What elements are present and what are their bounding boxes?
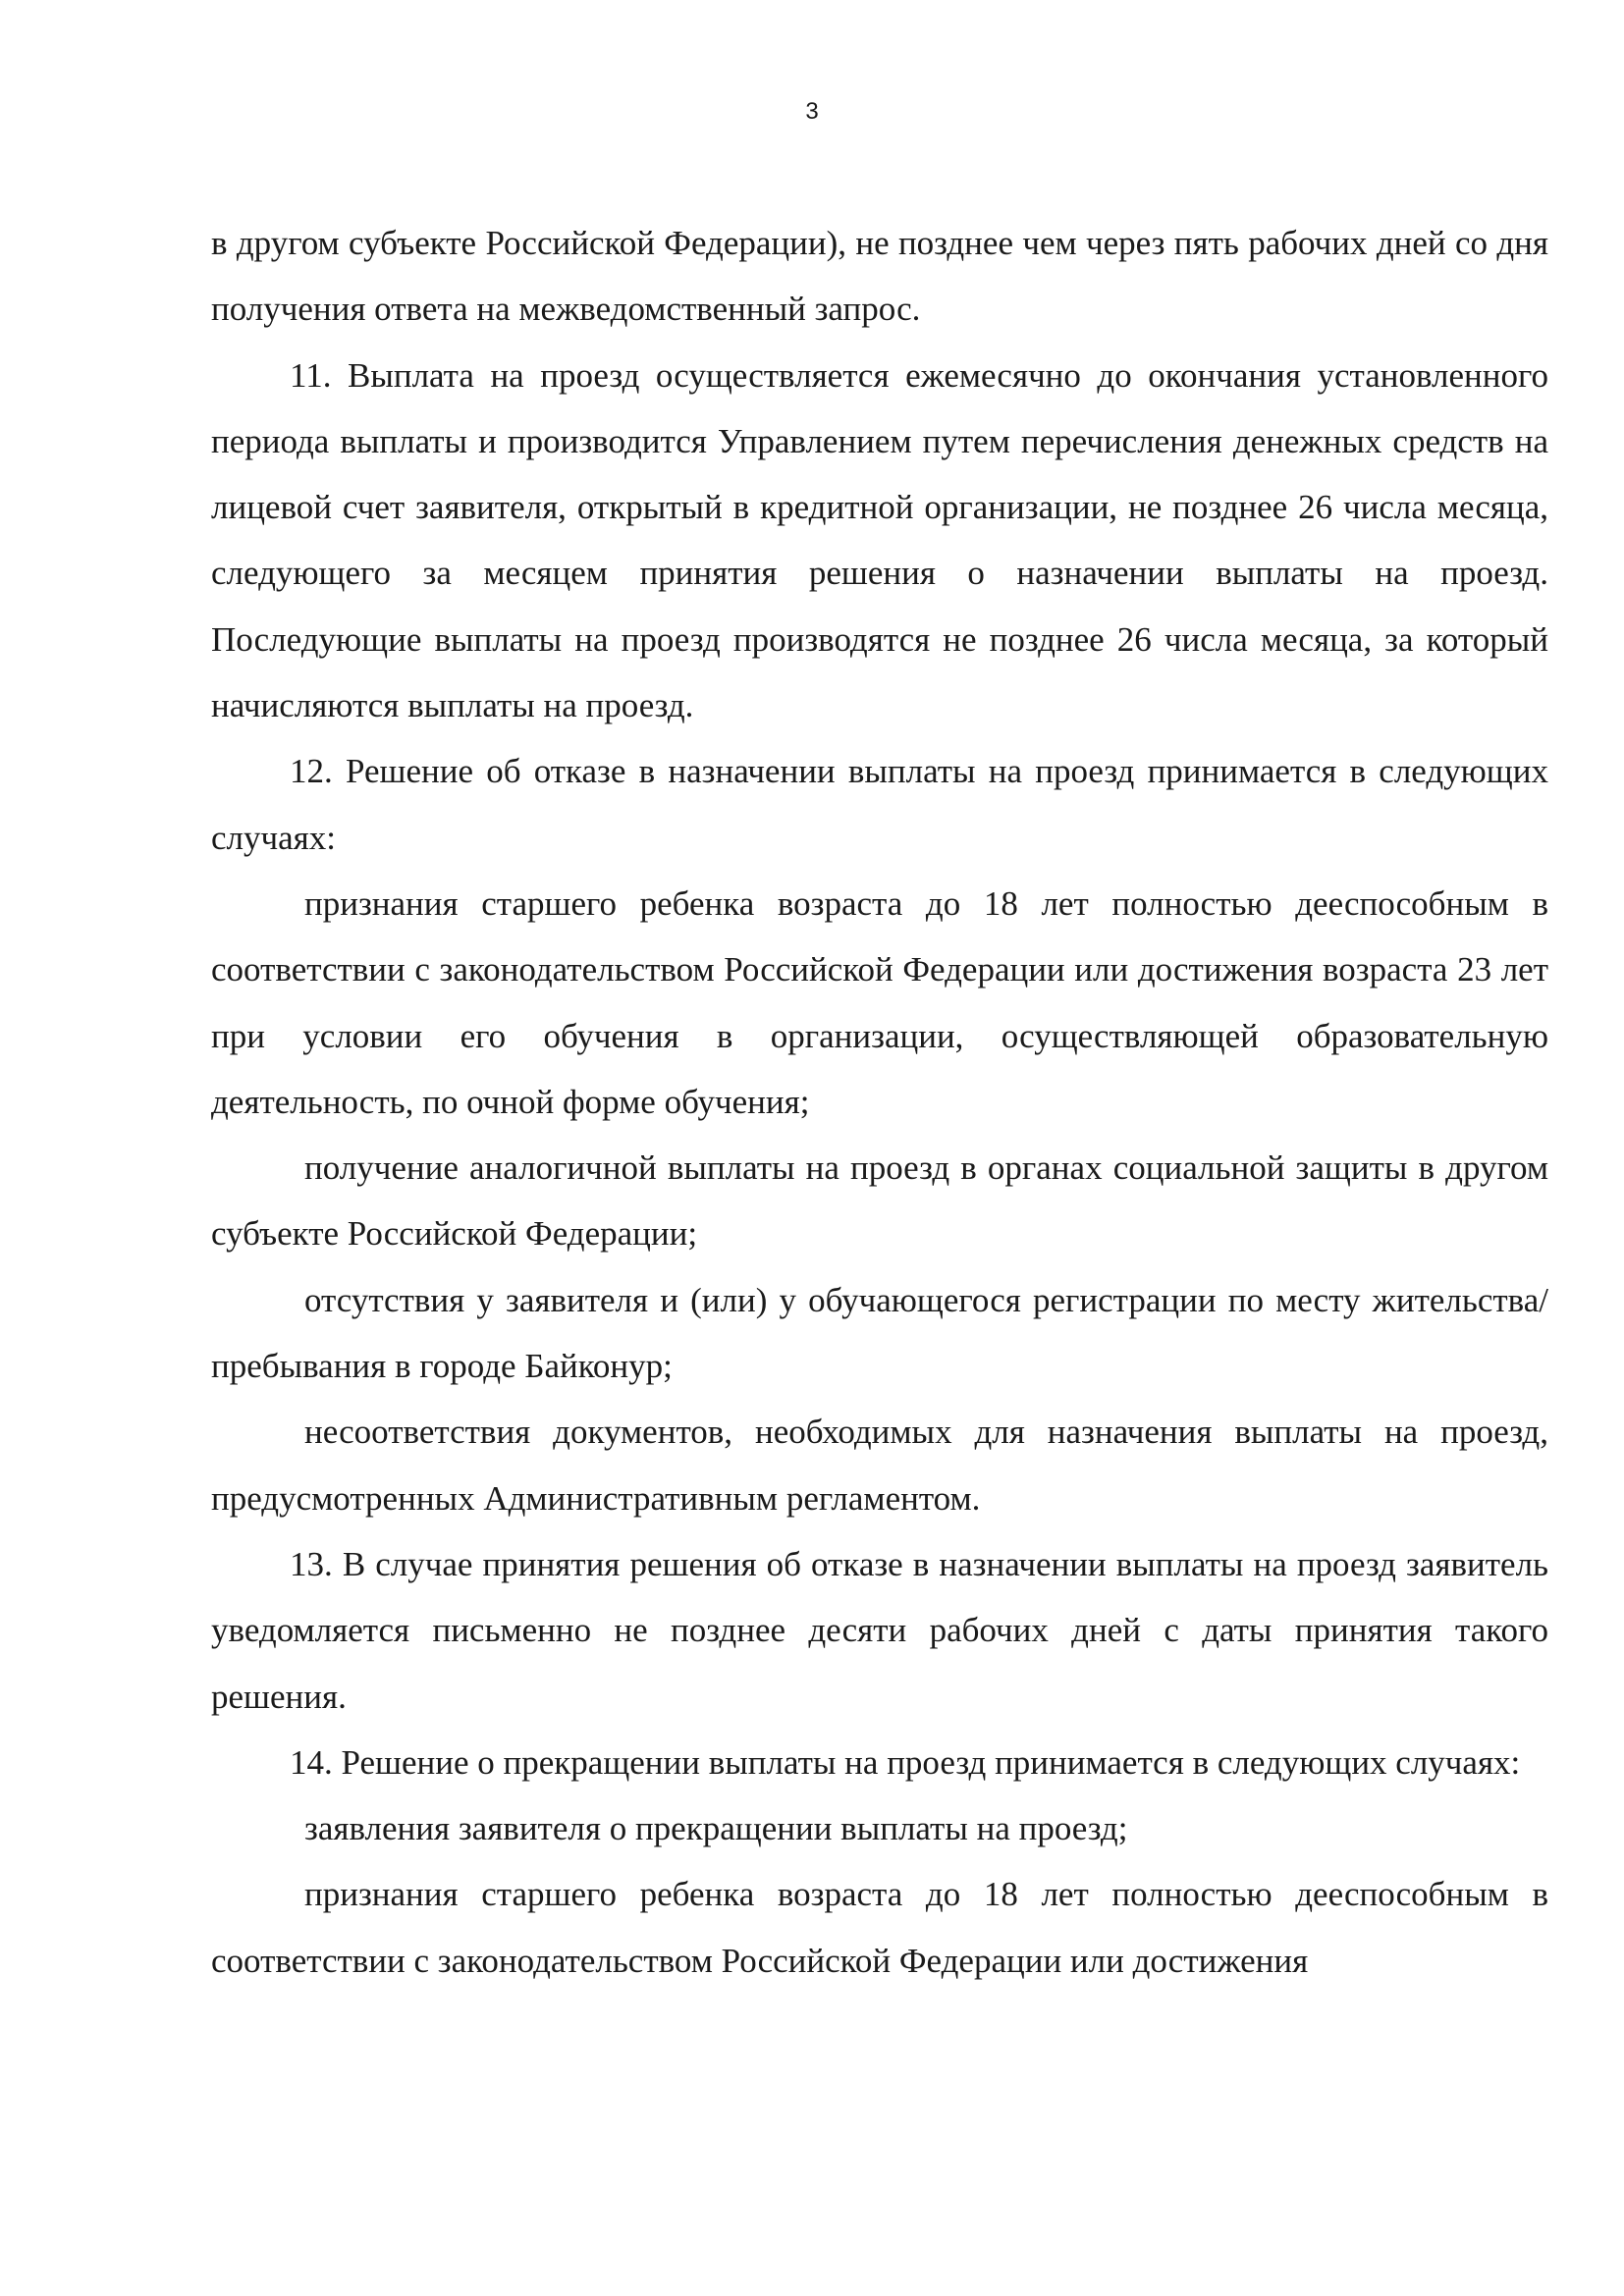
paragraph-item-13: 13. В случае принятия решения об отказе в назначении выплаты на проезд заявитель уведомляется письменно не позднее десяти рабочих дней с даты принятия такого решения. — [211, 1544, 1548, 1716]
paragraph-item-11: 11. Выплата на проезд осуществляется ежемесячно до окончания установленного периода выплаты и производится Управлением путем перечисления денежных средств на лицевой счет заявителя, открытый в кредитной организации, не позднее 26 числа месяца, следующего за месяцем принятия решения о назначении выплаты на проезд. Последующие выплаты на проезд производятся не позднее 26 числа месяца, за который начисляются выплаты на проезд. — [211, 355, 1548, 725]
page-number: 3 — [805, 98, 819, 125]
paragraph-continuation: в другом субъекте Российской Федерации), не позднее чем через пять рабочих дней со дня получения ответа на межведомственный запрос. — [211, 224, 1548, 329]
paragraph-subclause: получение аналогичной выплаты на проезд в органах социальной защиты в другом субъекте Российской Федерации; — [211, 1148, 1548, 1254]
paragraph-subclause: несоответствия документов, необходимых для назначения выплаты на проезд, предусмотренных Административным регламентом. — [211, 1413, 1548, 1518]
paragraph-item-14: 14. Решение о прекращении выплаты на проезд принимается в следующих случаях: — [290, 1742, 1521, 1782]
paragraph-subclause: отсутствия у заявителя и (или) у обучающегося регистрации по месту жительства/пребывания в городе Байконур; — [211, 1280, 1548, 1386]
paragraph-item-12: 12. Решение об отказе в назначении выплаты на проезд принимается в следующих случаях: — [211, 752, 1548, 857]
paragraph-subclause: заявления заявителя о прекращении выплаты на проезд; — [304, 1809, 1128, 1848]
paragraph-subclause: признания старшего ребенка возраста до 18 лет полностью дееспособным в соответствии с законодательством Российской Федерации или достижения возраста 23 лет при условии его обучения в организации, осуществляющей образовательную деятельность, по очной форме обучения; — [211, 883, 1548, 1121]
document-body — [211, 210, 1548, 1994]
paragraph-subclause: признания старшего ребенка возраста до 18 лет полностью дееспособным в соответствии с законодательством Российской Федерации или достижения — [211, 1875, 1548, 1980]
